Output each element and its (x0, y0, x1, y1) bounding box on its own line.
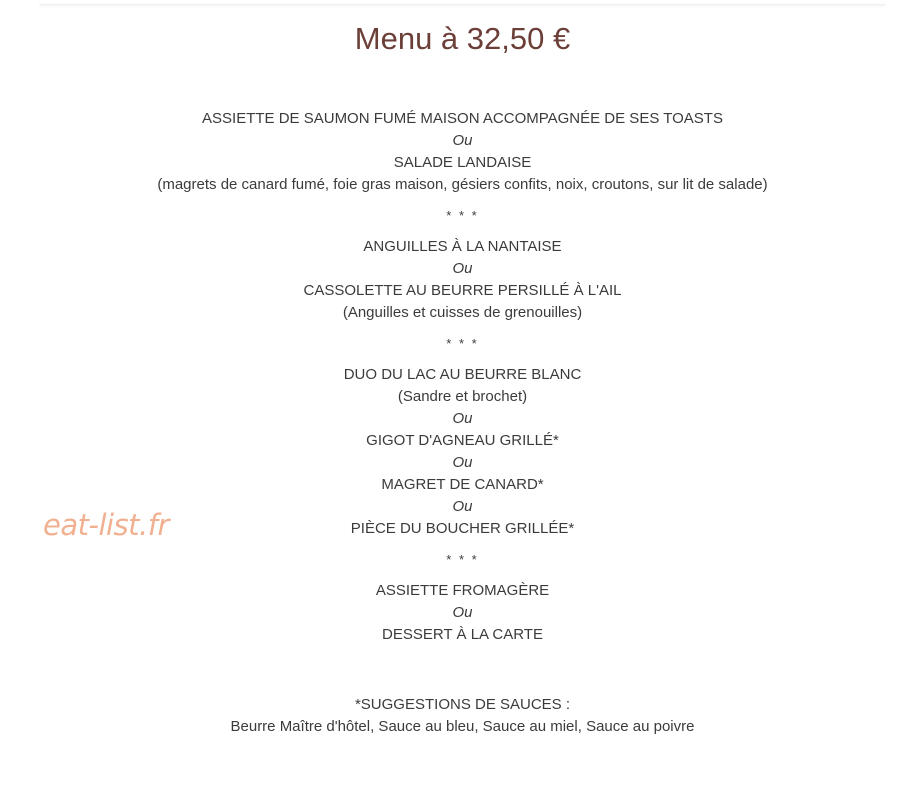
sauce-heading: *SUGGESTIONS DE SAUCES : (354, 696, 571, 713)
dish-description: (Sandre et brochet) (397, 388, 528, 405)
dish-line: DESSERT À LA CARTE (382, 626, 543, 643)
sauce-list: Beurre Maître d'hôtel, Sauce au bleu, Sauce au miel, Sauce au poivre (230, 718, 695, 735)
dish-description: (magrets de canard fumé, foie gras maison, gésiers confits, noix, croutons, sur lit de salade) (157, 176, 768, 193)
dish-line: ASSIETTE DE SAUMON FUMÉ MAISON ACCOMPAGNÉE DE SES TOASTS (202, 110, 723, 127)
course-separator: * * * (446, 552, 479, 567)
sauce-suggestions (0, 694, 905, 738)
or-label: Ou (452, 498, 473, 515)
menu-courses (0, 108, 905, 646)
dish-line: MAGRET DE CANARD* (381, 476, 544, 493)
dish-line: SALADE LANDAISE (393, 154, 532, 171)
or-label: Ou (452, 604, 473, 621)
dish-description: (Anguilles et cuisses de grenouilles) (342, 304, 583, 321)
or-label: Ou (452, 410, 473, 427)
dish-line: DUO DU LAC AU BEURRE BLANC (343, 366, 582, 383)
dish-line: ANGUILLES À LA NANTAISE (363, 238, 562, 255)
or-label: Ou (452, 132, 473, 149)
menu-title: Menu à 32,50 € (354, 21, 571, 56)
course-second (0, 236, 905, 324)
watermark-logo: eat-list.fr (43, 508, 169, 542)
course-separator: * * * (446, 208, 479, 223)
dish-line: CASSOLETTE AU BEURRE PERSILLÉ À L'AIL (303, 282, 622, 299)
or-label: Ou (452, 260, 473, 277)
dish-line: ASSIETTE FROMAGÈRE (375, 582, 550, 599)
dish-line: GIGOT D'AGNEAU GRILLÉ* (366, 432, 559, 449)
course-starter (0, 108, 905, 196)
dish-line: PIÈCE DU BOUCHER GRILLÉE* (350, 520, 575, 537)
course-dessert (0, 580, 905, 646)
course-separator: * * * (446, 336, 479, 351)
top-divider (40, 0, 885, 5)
or-label: Ou (452, 454, 473, 471)
